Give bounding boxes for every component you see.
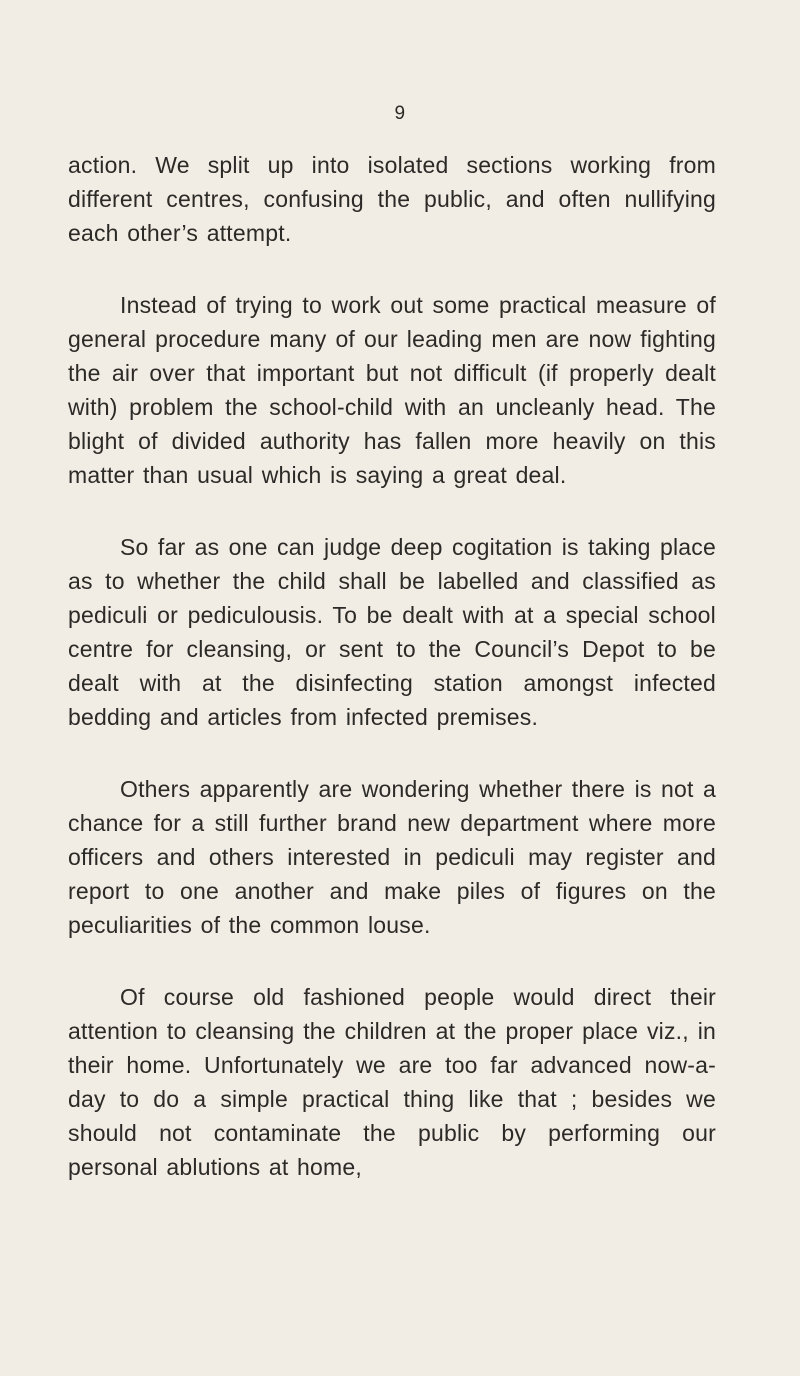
paragraph-divided-authority: Instead of trying to work out some practical measure of general procedure many of our leading men are now fighting the air over that important but not difficult (if properly dealt with) problem the school-child with an uncleanly head. The blight of divided authority has fallen more heavily on this matter than usual which is saying a great deal.: [68, 292, 716, 488]
page-number: 9: [394, 103, 406, 124]
paragraph-classification: So far as one can judge deep cogitation is taking place as to whether the child shall be labelled and classified as pediculi or pediculousis. To be dealt with at a special school centre for cleansing, or sent to the Council’s Depot to be dealt with at the disinfecting station amongst infected bedding and articles from infected premises.: [68, 534, 716, 730]
paragraph-continuation: action. We split up into isolated sections working from different centres, confusing the public, and often nullifying each other’s attempt.: [68, 152, 716, 246]
paragraph-new-department: Others apparently are wondering whether there is not a chance for a still further brand new department where more officers and others interested in pediculi may register and report to one another and make piles of figures on the peculiarities of the common louse.: [68, 776, 716, 938]
body-text: [68, 148, 716, 1184]
paragraph-cleansing-at-home: Of course old fashioned people would direct their attention to cleansing the children at the proper place viz., in their home. Unfortunately we are too far advanced now-a-day to do a simple practical thing like that ; besides we should not contaminate the public by performing our personal ablutions at home,: [68, 984, 716, 1180]
